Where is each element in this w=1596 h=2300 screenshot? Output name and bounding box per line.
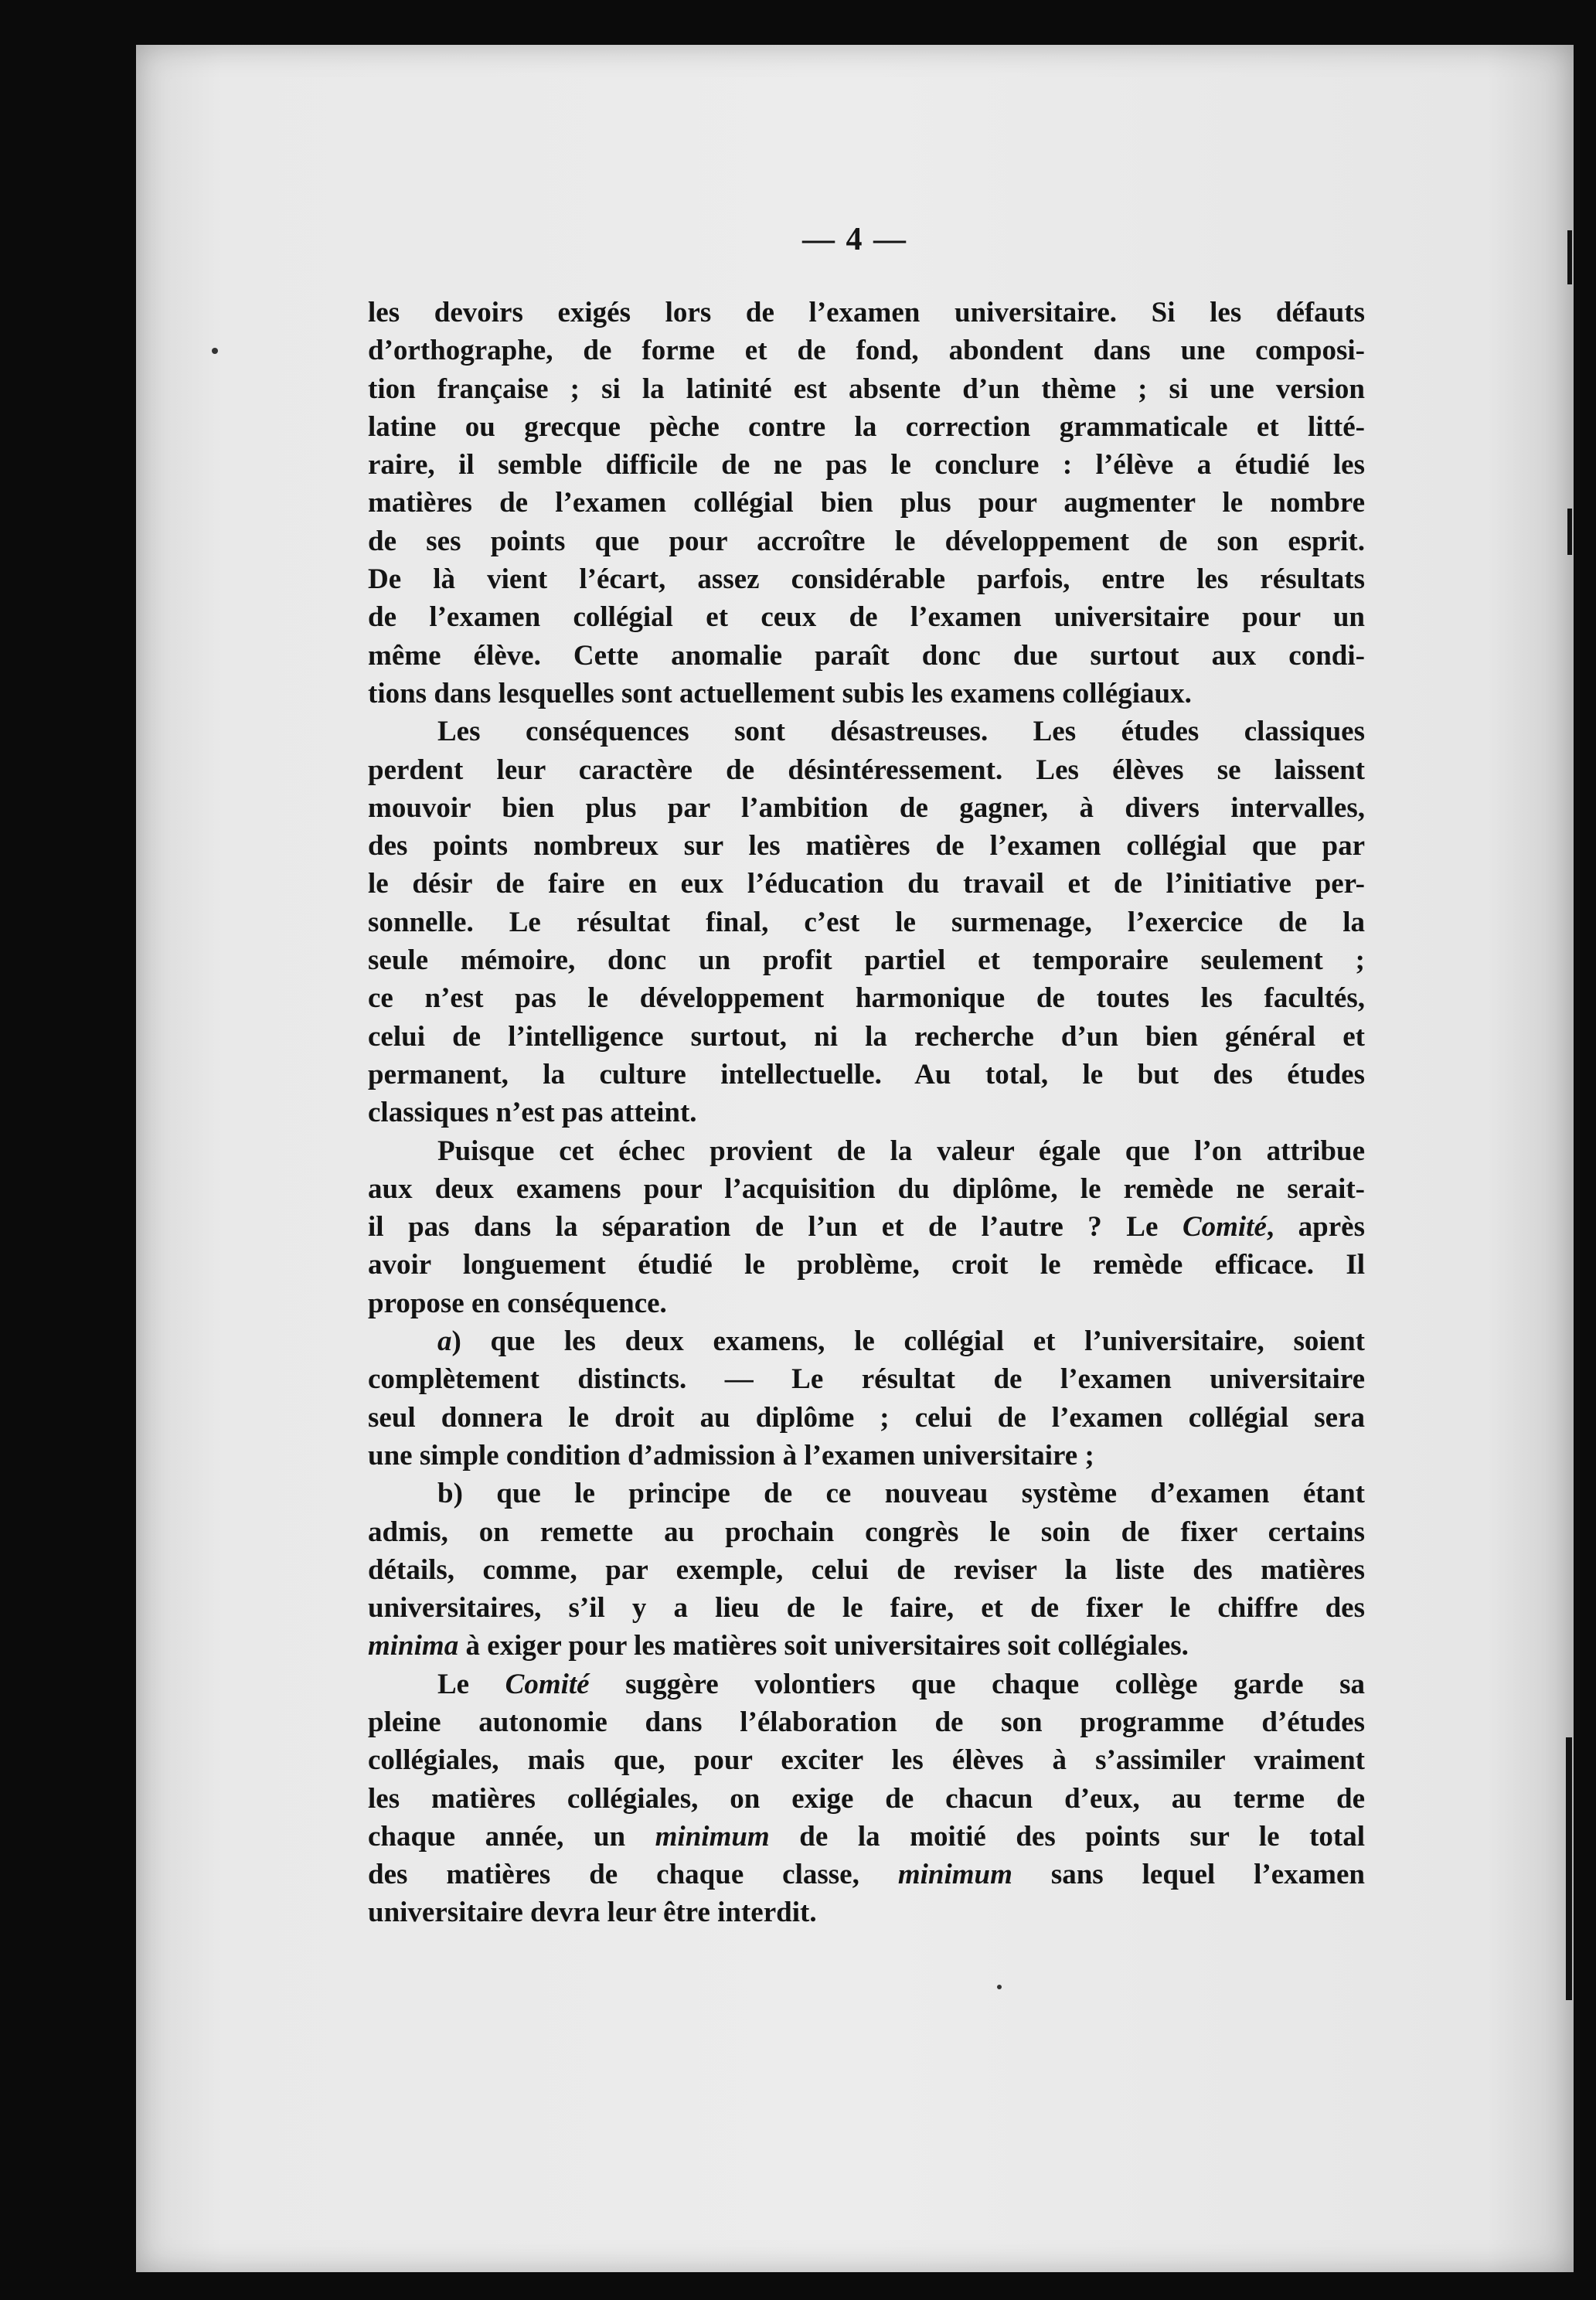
text-line: pleine autonomie dans l’élaboration de son programme d’études xyxy=(368,1706,1365,1738)
scan-edge-mark xyxy=(1567,230,1572,284)
text-line: Puisque cet échec provient de la valeur égale que l’on attribue xyxy=(437,1135,1365,1167)
text-line: des matières de chaque classe, minimum sans lequel l’examen xyxy=(368,1859,1365,1891)
text-line: de ses points que pour accroître le développement de son esprit. xyxy=(368,525,1365,557)
text-line: tion française ; si la latinité est absente d’un thème ; si une version xyxy=(368,373,1365,405)
text-line: mouvoir bien plus par l’ambition de gagner, à divers intervalles, xyxy=(368,791,1365,824)
text-line: permanent, la culture intellectuelle. Au total, le but des études xyxy=(368,1058,1365,1090)
paragraph xyxy=(368,1322,1365,1475)
scan-speck xyxy=(997,1985,1002,1989)
body-text xyxy=(368,294,1365,1932)
scan-edge-mark xyxy=(1566,1737,1572,2000)
text-line: les devoirs exigés lors de l’examen universitaire. Si les défauts xyxy=(368,297,1365,328)
text-line: propose en conséquence. xyxy=(368,1287,667,1319)
text-line: les matières collégiales, on exige de chacun d’eux, au terme de xyxy=(368,1782,1365,1815)
text-line: tions dans lesquelles sont actuellement subis les examens collégiaux. xyxy=(368,677,1192,709)
text-line: avoir longuement étudié le problème, croit le remède efficace. Il xyxy=(368,1249,1365,1281)
text-line: De là vient l’écart, assez considérable parfois, entre les résultats xyxy=(368,563,1365,596)
text-line: admis, on remette au prochain congrès le soin de fixer certains xyxy=(368,1516,1365,1548)
text-line: complètement distincts. — Le résultat de l’examen universitaire xyxy=(368,1363,1365,1396)
paragraph xyxy=(368,294,1365,713)
text-line: collégiales, mais que, pour exciter les élèves à s’assimiler vraiment xyxy=(368,1744,1365,1777)
scanned-page xyxy=(136,45,1574,2272)
text-line: de l’examen collégial et ceux de l’examen universitaire pour un xyxy=(368,601,1365,634)
scan-edge-mark xyxy=(1567,509,1572,555)
paragraph xyxy=(368,1475,1365,1665)
text-line: chaque année, un minimum de la moitié des points sur le total xyxy=(368,1820,1365,1853)
paragraph xyxy=(368,713,1365,1131)
text-line: a) que les deux examens, le collégial et l’universitaire, soient xyxy=(437,1325,1365,1358)
text-line: même élève. Cette anomalie paraît donc due surtout aux condi- xyxy=(368,639,1365,672)
text-line: universitaire devra leur être interdit. xyxy=(368,1897,817,1929)
scan-speck xyxy=(212,348,218,354)
text-line: Le Comité suggère volontiers que chaque collège garde sa xyxy=(437,1668,1365,1700)
text-line: une simple condition d’admission à l’examen universitaire ; xyxy=(368,1439,1094,1472)
text-line: classiques n’est pas atteint. xyxy=(368,1097,697,1129)
text-line: des points nombreux sur les matières de l’examen collégial que par xyxy=(368,830,1365,862)
text-line: perdent leur caractère de désintéressement. Les élèves se laissent xyxy=(368,754,1365,786)
text-line: le désir de faire en eux l’éducation du travail et de l’initiative per- xyxy=(368,868,1365,900)
text-line: Les conséquences sont désastreuses. Les études classiques xyxy=(437,716,1365,748)
text-line: ce n’est pas le développement harmonique de toutes les facultés, xyxy=(368,982,1365,1015)
text-line: sonnelle. Le résultat final, c’est le surmenage, l’exercice de la xyxy=(368,906,1365,938)
text-line: seule mémoire, donc un profit partiel et temporaire seulement ; xyxy=(368,944,1365,977)
text-line: universitaires, s’il y a lieu de le faire, et de fixer le chiffre des xyxy=(368,1592,1365,1625)
page-number: — 4 — xyxy=(802,222,907,257)
text-line: seul donnera le droit au diplôme ; celui de l’examen collégial sera xyxy=(368,1401,1365,1434)
text-line: raire, il semble difficile de ne pas le conclure : l’élève a étudié les xyxy=(368,449,1365,481)
text-line: b) que le principe de ce nouveau système d’examen étant xyxy=(437,1478,1365,1510)
paragraph xyxy=(368,1665,1365,1932)
text-line: matières de l’examen collégial bien plus pour augmenter le nombre xyxy=(368,487,1365,519)
text-line: détails, comme, par exemple, celui de reviser la liste des matières xyxy=(368,1553,1365,1586)
text-line: minima à exiger pour les matières soit universitaires soit collégiales. xyxy=(368,1630,1189,1662)
text-line: il pas dans la séparation de l’un et de l’autre ? Le Comité, après xyxy=(368,1211,1365,1244)
text-line: d’orthographe, de forme et de fond, abondent dans une composi- xyxy=(368,335,1365,367)
text-line: latine ou grecque pèche contre la correction grammaticale et litté- xyxy=(368,410,1365,443)
text-line: celui de l’intelligence surtout, ni la recherche d’un bien général et xyxy=(368,1020,1365,1053)
text-line: aux deux examens pour l’acquisition du diplôme, le remède ne serait- xyxy=(368,1172,1365,1205)
paragraph xyxy=(368,1132,1365,1322)
